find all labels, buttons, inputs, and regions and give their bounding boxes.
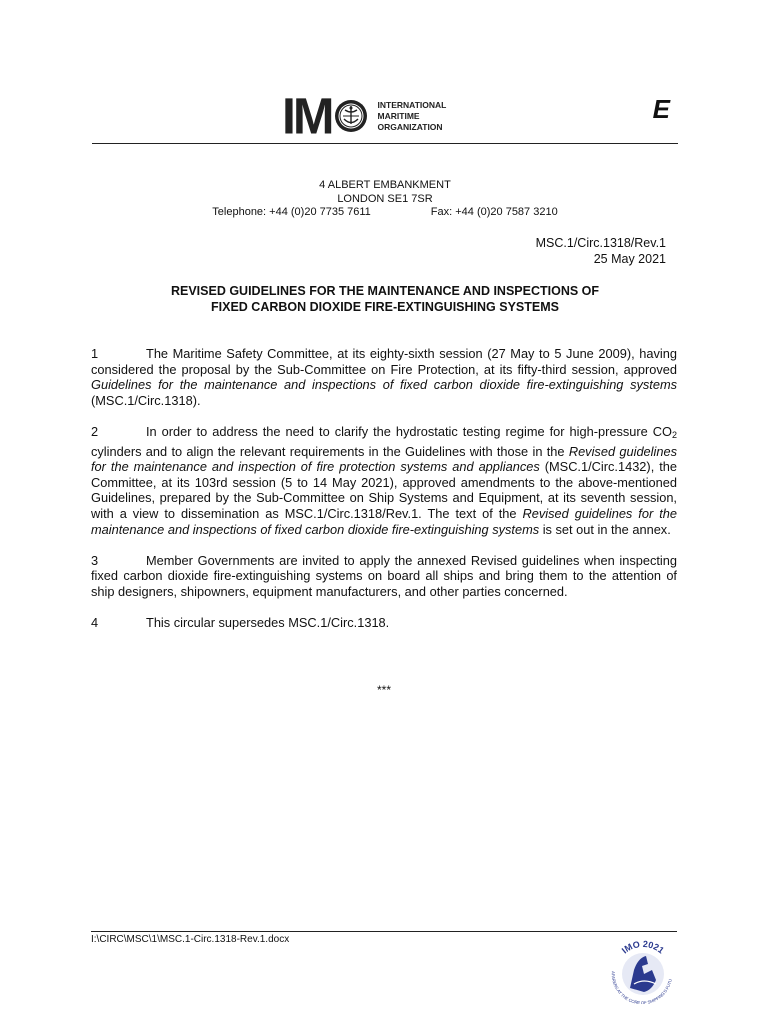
- address-line-1: 4 ALBERT EMBANKMENT: [319, 179, 451, 191]
- paragraph-2: [91, 424, 677, 537]
- seal-text: IMO 2021: [619, 938, 666, 956]
- paragraph-1: [91, 346, 677, 408]
- document-title: [92, 283, 678, 315]
- end-separator: ***: [376, 683, 391, 697]
- fax: Fax: +44 (0)20 7587 3210: [430, 206, 558, 218]
- document-symbol: MSC.1/Circ.1318/Rev.1: [535, 236, 666, 250]
- paragraph-4: [91, 615, 677, 631]
- telephone: Telephone: +44 (0)20 7735 7611: [212, 206, 371, 218]
- imo-2021-seal-icon: [604, 934, 682, 1004]
- imo-emblem-icon: [334, 99, 368, 133]
- paragraph-number: 4: [91, 615, 99, 631]
- imo-logo: [282, 87, 522, 145]
- paragraph-number: 3: [91, 552, 99, 568]
- paragraph-text: cylinders and to align the relevant requirements in the Guidelines with those in the: [91, 443, 569, 459]
- paragraph-text: is set out in the annex.: [539, 521, 671, 537]
- paragraph-text: (MSC.1/Circ.1318).: [91, 392, 201, 408]
- title-line-2: FIXED CARBON DIOXIDE FIRE-EXTINGUISHING SYSTEMS: [211, 300, 559, 314]
- footer-divider: [91, 931, 677, 932]
- document-body: [91, 346, 677, 646]
- address-block: [92, 179, 678, 220]
- paragraph-text: The Maritime Safety Committee, at its eighty-sixth session (27 May to 5 June 2009), having considered the proposal by the Sub-Committee on Fire Protection, at its fifty-third session, approved: [91, 346, 677, 377]
- paragraph-number: 2: [91, 423, 99, 439]
- file-path: I:\CIRC\MSC\1\MSC.1-Circ.1318-Rev.1.docx: [91, 934, 290, 945]
- header-divider: [92, 143, 678, 144]
- org-line-1: INTERNATIONAL: [377, 99, 447, 110]
- org-line-2: MARITIME: [377, 110, 420, 121]
- paragraph-text: This circular supersedes MSC.1/Circ.1318.: [146, 615, 390, 631]
- org-line-3: ORGANIZATION: [377, 121, 443, 132]
- subscript-2: 2: [671, 429, 677, 440]
- title-line-1: REVISED GUIDELINES FOR THE MAINTENANCE AND INSPECTIONS OF: [170, 284, 600, 298]
- logo-letters: IM: [282, 87, 332, 145]
- address-line-2: LONDON SE1 7SR: [337, 192, 433, 205]
- paragraph-text: In order to address the need to clarify the hydrostatic testing regime for high-pressure CO: [146, 423, 672, 439]
- document-date: 25 May 2021: [593, 252, 666, 266]
- language-code: E: [652, 94, 670, 124]
- paragraph-italic-text: Revised guidelines for the maintenance and inspections of fixed carbon dioxide fire-extinguishing systems: [91, 505, 677, 537]
- seal-motto: AFARERS AT THE CORE OF SHIPPING'S FUTU: [610, 971, 673, 1004]
- paragraph-number: 1: [91, 346, 99, 361]
- letterhead: [92, 86, 678, 146]
- paragraph-text: (MSC.1/Circ.1432), the Committee, at its 103rd session (5 to 14 May 2021), approved amendments to the above-mentioned Guidelines, prepared by the Sub-Committee on Ship Systems and Equipment, at its seventh session, with a view to dissemination as MSC.1/Circ.1318/Rev.1. The text of the: [91, 459, 677, 521]
- organization-name: [378, 100, 447, 133]
- contact-line: [92, 206, 678, 220]
- paragraph-text: Member Governments are invited to apply the annexed Revised guidelines when inspecting fixed carbon dioxide fire-extinguishing systems on board all ships and bring them to the attention of ship designers, shipowners, equipment manufacturers, and other parties concerned.: [91, 552, 677, 599]
- paragraph-3: [91, 553, 677, 600]
- document-reference: [536, 235, 666, 267]
- paragraph-italic-text: Revised guidelines for the maintenance and inspection of fire protection systems and appliances: [91, 443, 677, 475]
- paragraph-italic-text: Guidelines for the maintenance and inspections of fixed carbon dioxide fire-extinguishing systems: [91, 377, 677, 393]
